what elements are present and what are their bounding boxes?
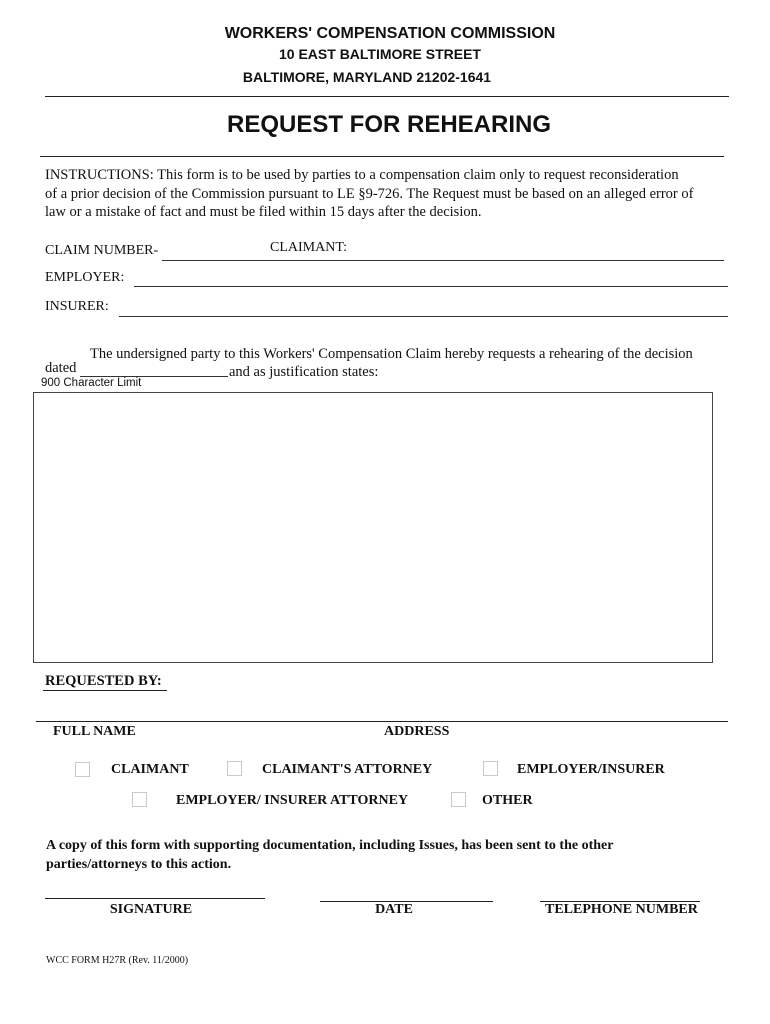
signature-line [45, 898, 265, 899]
employer-line [134, 286, 728, 287]
instructions-line-1: INSTRUCTIONS: This form is to be used by parties to a compensation claim only to request reconsideration [45, 167, 679, 183]
full-name-label: FULL NAME [53, 724, 136, 739]
other-checkbox[interactable] [451, 792, 466, 807]
employer-insurer-attorney-option-label: EMPLOYER/ INSURER ATTORNEY [176, 793, 409, 808]
signature-input[interactable] [47, 880, 263, 896]
insurer-input[interactable] [121, 299, 726, 315]
claim-number-label: CLAIM NUMBER- [45, 243, 159, 258]
insurer-label: INSURER: [45, 299, 109, 314]
signature-label: SIGNATURE [109, 902, 193, 917]
telephone-input[interactable] [542, 883, 698, 899]
form-id: WCC FORM H27R (Rev. 11/2000) [46, 955, 189, 966]
form-title: REQUEST FOR REHEARING [226, 111, 552, 138]
claimant-checkbox[interactable] [75, 762, 90, 777]
copy-notice-line-2: parties/attorneys to this action. [46, 857, 232, 872]
instructions [45, 166, 693, 222]
claim-number-input[interactable] [164, 243, 264, 259]
dated-label: dated [45, 360, 77, 376]
justification-label: and as justification states: [229, 364, 379, 380]
telephone-label: TELEPHONE NUMBER [545, 902, 698, 917]
dated-input[interactable] [82, 359, 226, 375]
org-city: BALTIMORE, MARYLAND 21202-1641 [242, 69, 492, 85]
employer-insurer-option-label: EMPLOYER/INSURER [517, 762, 665, 777]
date-input[interactable] [322, 883, 491, 899]
employer-label: EMPLOYER: [45, 270, 125, 285]
instructions-line-3: law or a mistake of fact and must be filed within 15 days after the decision. [45, 204, 482, 220]
employer-insurer-attorney-checkbox[interactable] [132, 792, 147, 807]
claimants-attorney-option-label: CLAIMANT'S ATTORNEY [262, 762, 433, 777]
claim-claimant-line [162, 260, 724, 261]
character-limit-note: 900 Character Limit [41, 377, 142, 389]
employer-input[interactable] [136, 269, 726, 285]
address-label: ADDRESS [384, 724, 450, 739]
copy-notice-line-1: A copy of this form with supporting documentation, including Issues, has been sent to the other [46, 838, 614, 853]
org-street: 10 EAST BALTIMORE STREET [279, 46, 481, 62]
employer-insurer-checkbox[interactable] [483, 761, 498, 776]
org-name: WORKERS' COMPENSATION COMMISSION [224, 25, 556, 42]
claimant-option-label: CLAIMANT [111, 762, 189, 777]
copy-notice [46, 836, 613, 874]
justification-textarea[interactable] [33, 392, 713, 663]
requested-by-heading: REQUESTED BY: [45, 673, 162, 689]
name-address-line [36, 721, 728, 722]
title-divider [40, 156, 724, 157]
claimant-input[interactable] [354, 243, 722, 259]
request-statement: The undersigned party to this Workers' Compensation Claim hereby requests a rehearing of the decision [90, 346, 693, 362]
date-label: DATE [375, 902, 413, 917]
insurer-line [119, 316, 728, 317]
header-divider [45, 96, 729, 97]
name-address-input[interactable] [38, 703, 726, 719]
requested-by-underline [43, 690, 167, 691]
claimant-label: CLAIMANT: [270, 240, 348, 255]
claimants-attorney-checkbox[interactable] [227, 761, 242, 776]
instructions-line-2: of a prior decision of the Commission pursuant to LE §9-726. The Request must be based on an alleged error of [45, 185, 694, 202]
other-option-label: OTHER [482, 793, 533, 808]
